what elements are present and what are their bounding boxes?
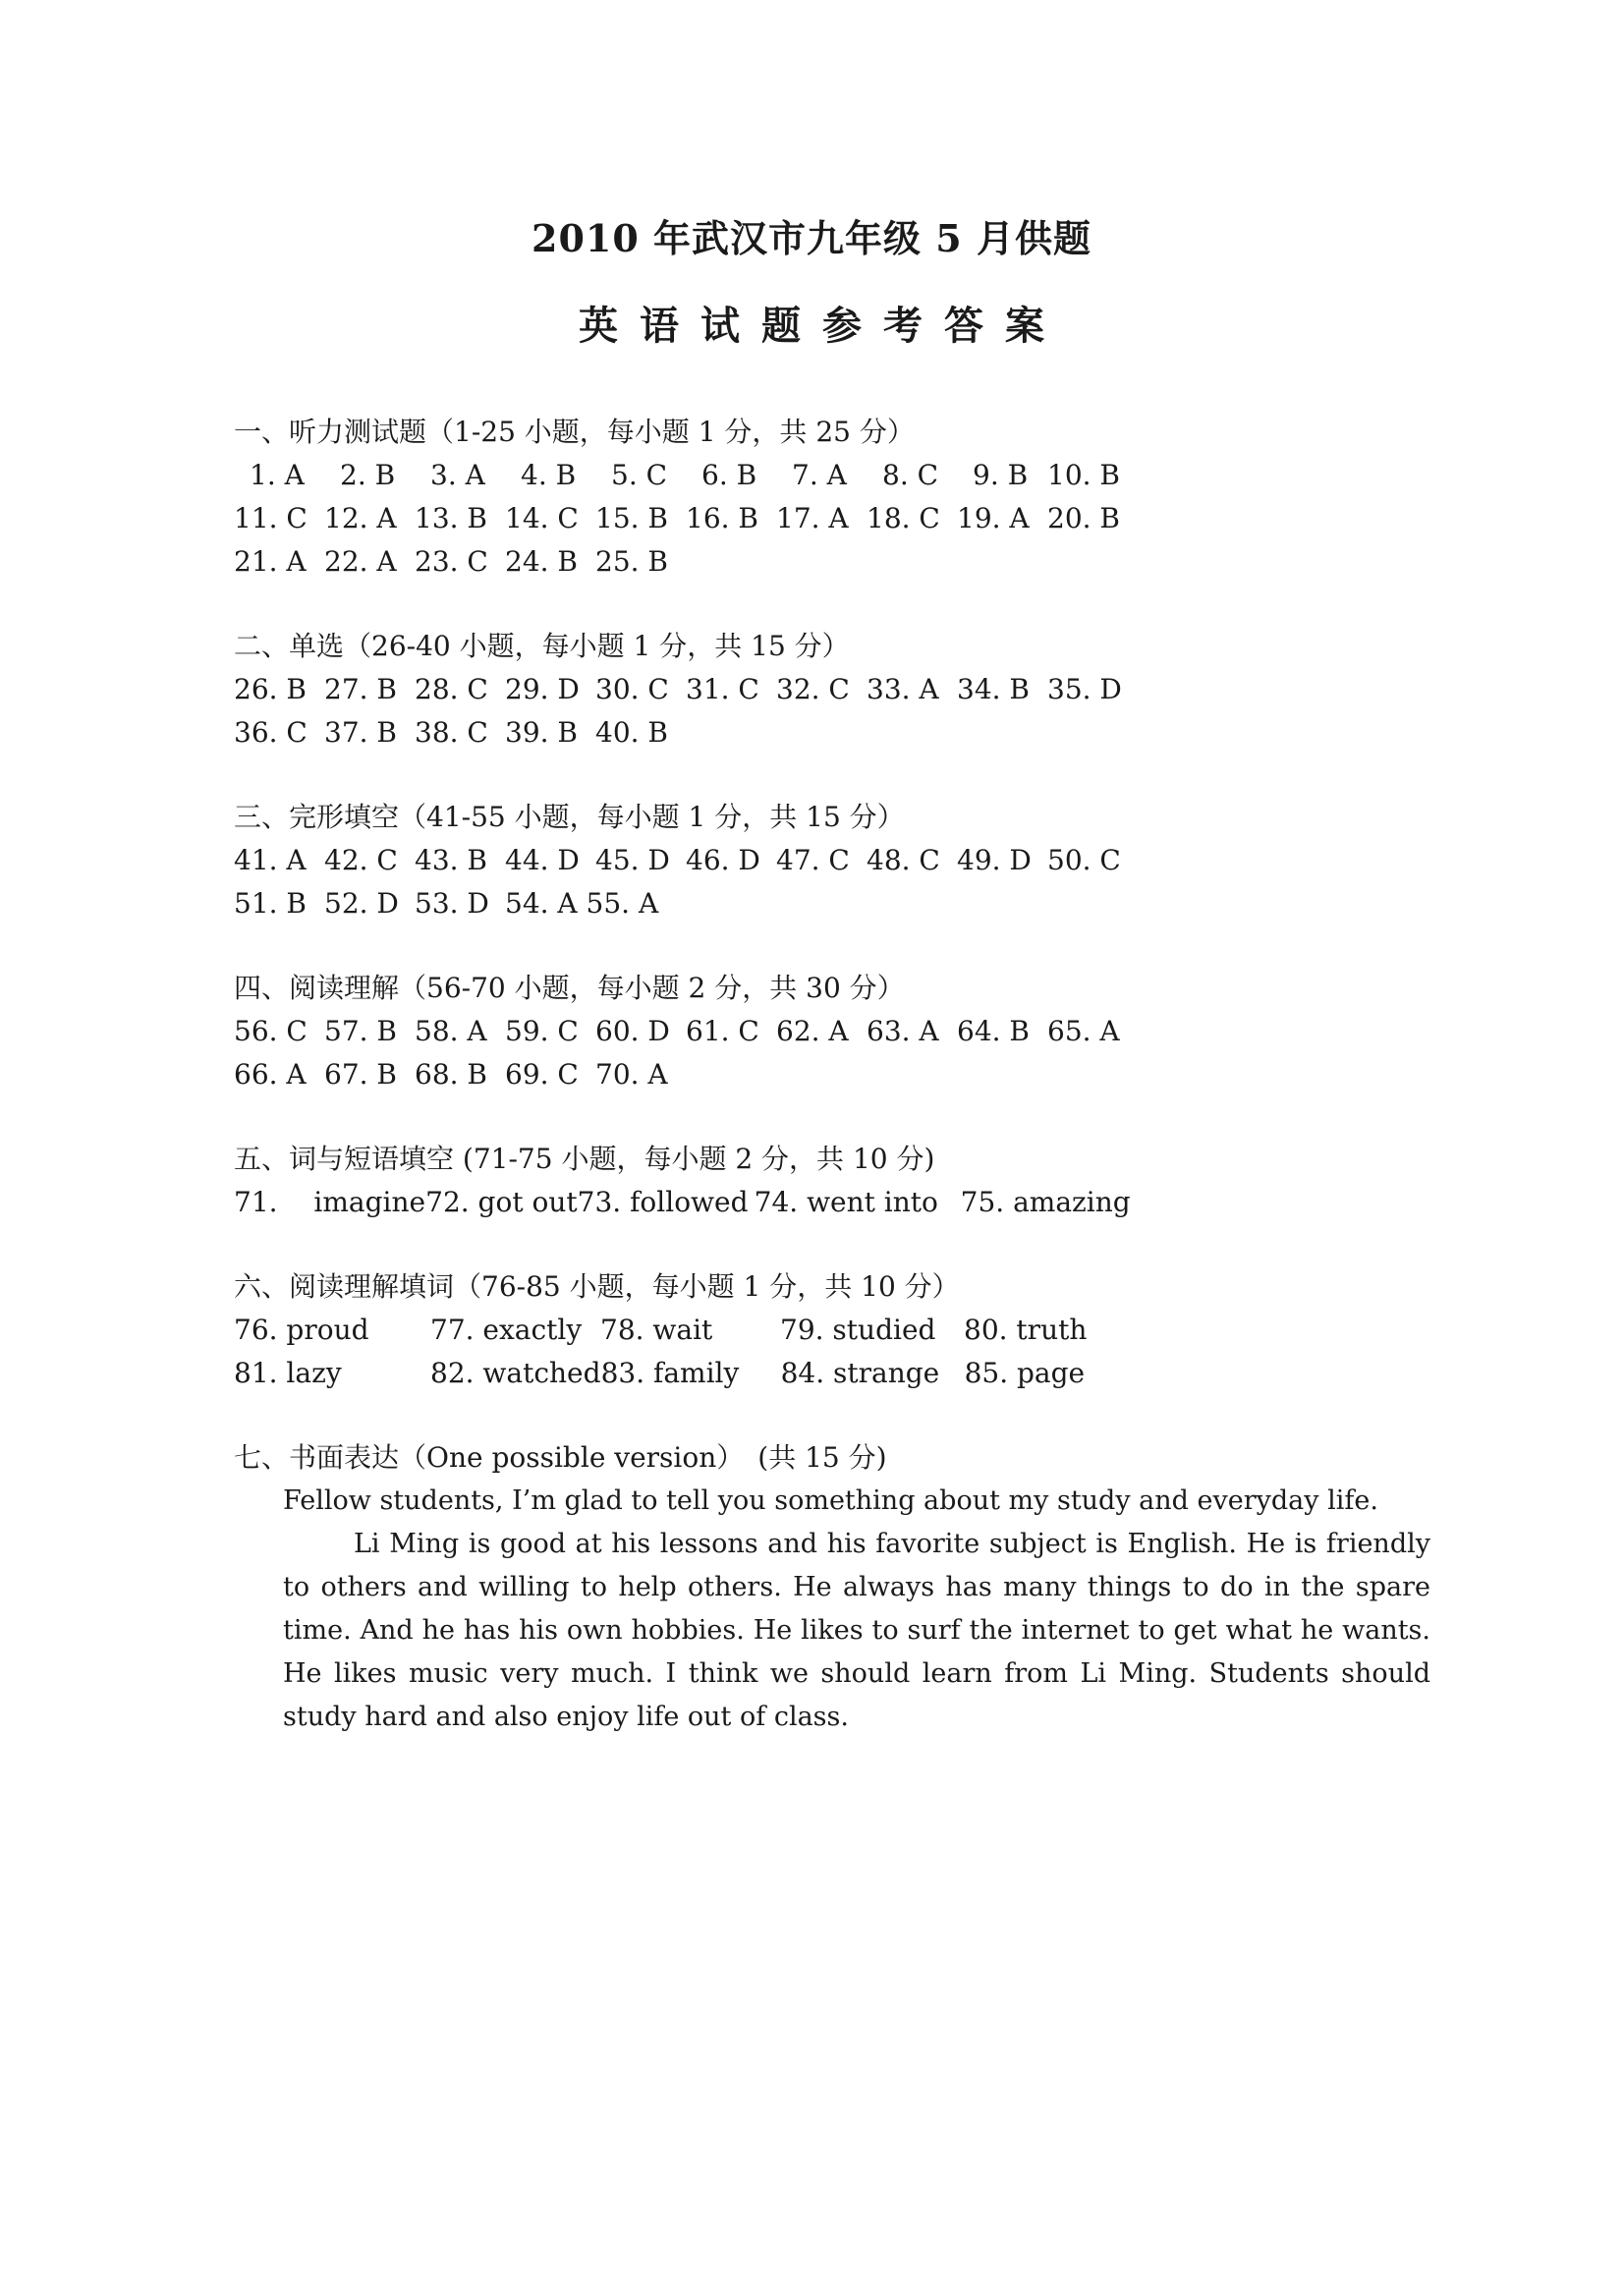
answer-item: 35. D (1047, 673, 1122, 705)
answer-item: 65. A (1047, 1015, 1120, 1047)
answer-item: 22. A (324, 545, 397, 578)
answer-item: 54. A 55. A (505, 887, 659, 920)
answer-item: 40. B (595, 716, 669, 749)
answer-item: 43. B (415, 844, 488, 876)
answer-item: 58. A (415, 1015, 487, 1047)
answer-item: 81. lazy (234, 1357, 342, 1389)
answer-item: 2. B (340, 459, 396, 491)
answer-item: 19. A (957, 502, 1030, 534)
answer-row (234, 1010, 1442, 1053)
answer-item: 70. A (595, 1058, 668, 1091)
answer-item: 36. C (234, 716, 308, 749)
answer-item: 39. B (505, 716, 579, 749)
answer-item: 42. C (324, 844, 398, 876)
answer-item: 24. B (505, 545, 579, 578)
answer-item: 8. C (882, 459, 939, 491)
answer-item: 66. A (234, 1058, 307, 1091)
section-heading: 七、书面表达（One possible version） (共 15 分) (234, 1441, 887, 1474)
answer-row (234, 839, 1442, 882)
answer-item: 29. D (505, 673, 580, 705)
answer-item: 27. B (324, 673, 398, 705)
answer-item: 9. B (973, 459, 1029, 491)
answer-item: 25. B (595, 545, 669, 578)
section-word-fill (234, 1138, 1442, 1224)
answer-item: 73. followed (577, 1186, 749, 1218)
answer-item: 1. A (250, 459, 305, 491)
answer-item: 11. C (234, 502, 308, 534)
answer-item: 20. B (1047, 502, 1121, 534)
answer-item: 48. C (867, 844, 940, 876)
answer-item: 63. A (867, 1015, 939, 1047)
answer-item: 67. B (324, 1058, 398, 1091)
answer-item: 14. C (505, 502, 579, 534)
answer-item: 47. C (776, 844, 850, 876)
answer-item: 80. truth (964, 1314, 1088, 1346)
answer-item: 45. D (595, 844, 670, 876)
section-heading: 四、阅读理解（56-70 小题，每小题 2 分，共 30 分） (234, 972, 905, 1004)
answer-item: 30. C (595, 673, 669, 705)
answer-item: 13. B (415, 502, 488, 534)
answer-item: 4. B (521, 459, 577, 491)
answer-item: 3. A (430, 459, 485, 491)
answer-item: 56. C (234, 1015, 308, 1047)
section-heading: 六、阅读理解填词（76-85 小题，每小题 1 分，共 10 分） (234, 1270, 960, 1303)
answer-item: 26. B (234, 673, 308, 705)
answer-item: 76. proud (234, 1314, 369, 1346)
answer-item: 18. C (867, 502, 940, 534)
answer-item: 84. strange (780, 1357, 940, 1389)
document-subtitle: 英语试题参考答案 (579, 303, 1066, 349)
answer-item: 51. B (234, 887, 308, 920)
answer-item: 46. D (686, 844, 760, 876)
answer-item: 68. B (415, 1058, 488, 1091)
answer-row (234, 454, 1442, 497)
answer-item: 41. A (234, 844, 307, 876)
answer-item: 69. C (505, 1058, 579, 1091)
answer-item: 78. wait (600, 1314, 713, 1346)
answer-item: 21. A (234, 545, 307, 578)
answer-item: 38. C (415, 716, 488, 749)
answer-item: 71. imagine (234, 1186, 426, 1218)
essay-paragraph: Li Ming is good at his lessons and his favorite subject is English. He is friendly to others and willing to help others. He always has many things to do in the spare time. And he has his own hobbies. He likes to surf the internet to get what he wants. He likes music very much. I think we should learn from Li Ming. Students should study hard and also enjoy life out of class. (283, 1529, 1430, 1732)
answer-item: 79. studied (780, 1314, 936, 1346)
section-heading: 二、单选（26-40 小题，每小题 1 分，共 15 分） (234, 630, 850, 662)
section-heading: 五、词与短语填空 (71-75 小题，每小题 2 分，共 10 分) (234, 1143, 935, 1175)
answer-item: 72. got out (425, 1186, 578, 1218)
document-title: 2010 年武汉市九年级 5 月供题 (532, 216, 1091, 260)
answer-item: 75. amazing (960, 1186, 1131, 1218)
answer-content (234, 411, 1442, 1780)
answer-item: 6. B (701, 459, 757, 491)
answer-item: 17. A (776, 502, 849, 534)
answer-item: 61. C (686, 1015, 759, 1047)
answer-item: 59. C (505, 1015, 579, 1047)
section-heading: 一、听力测试题（1-25 小题，每小题 1 分，共 25 分） (234, 416, 915, 448)
answer-item: 53. D (415, 887, 489, 920)
answer-item: 10. B (1047, 459, 1121, 491)
answer-item: 16. B (686, 502, 759, 534)
answer-row (234, 668, 1442, 711)
answer-row (234, 1352, 1442, 1395)
answer-item: 44. D (505, 844, 580, 876)
section-cloze (234, 796, 1442, 925)
answer-row (234, 1309, 1442, 1352)
section-heading: 三、完形填空（41-55 小题，每小题 1 分，共 15 分） (234, 801, 905, 833)
section-listening (234, 411, 1442, 584)
essay-greeting: Fellow students, I’m glad to tell you something about my study and everyday life. (283, 1485, 1378, 1516)
answer-item: 15. B (595, 502, 669, 534)
answer-row (234, 1053, 1442, 1096)
answer-item: 49. D (957, 844, 1032, 876)
answer-row (234, 711, 1442, 755)
answer-item: 50. C (1047, 844, 1121, 876)
answer-item: 52. D (324, 887, 399, 920)
answer-item: 77. exactly (430, 1314, 583, 1346)
answer-item: 74. went into (754, 1186, 938, 1218)
answer-item: 28. C (415, 673, 488, 705)
answer-item: 31. C (686, 673, 759, 705)
answer-item: 33. A (867, 673, 939, 705)
answer-item: 62. A (776, 1015, 849, 1047)
answer-item: 12. A (324, 502, 397, 534)
answer-item: 85. page (964, 1357, 1086, 1389)
answer-row (234, 1181, 1442, 1224)
answer-item: 7. A (792, 459, 847, 491)
section-reading-fill (234, 1265, 1442, 1395)
answer-item: 60. D (595, 1015, 670, 1047)
answer-item: 57. B (324, 1015, 398, 1047)
answer-item: 34. B (957, 673, 1031, 705)
answer-item: 5. C (611, 459, 668, 491)
answer-item: 32. C (776, 673, 850, 705)
answer-item: 64. B (957, 1015, 1031, 1047)
answer-item: 82. watched (430, 1357, 601, 1389)
answer-item: 37. B (324, 716, 398, 749)
section-reading (234, 967, 1442, 1096)
answer-row (234, 497, 1442, 540)
answer-item: 23. C (415, 545, 488, 578)
answer-row (234, 882, 1442, 925)
answer-item: 83. family (600, 1357, 740, 1389)
section-single-choice (234, 625, 1442, 755)
answer-row (234, 540, 1442, 584)
section-writing (234, 1436, 1442, 1739)
